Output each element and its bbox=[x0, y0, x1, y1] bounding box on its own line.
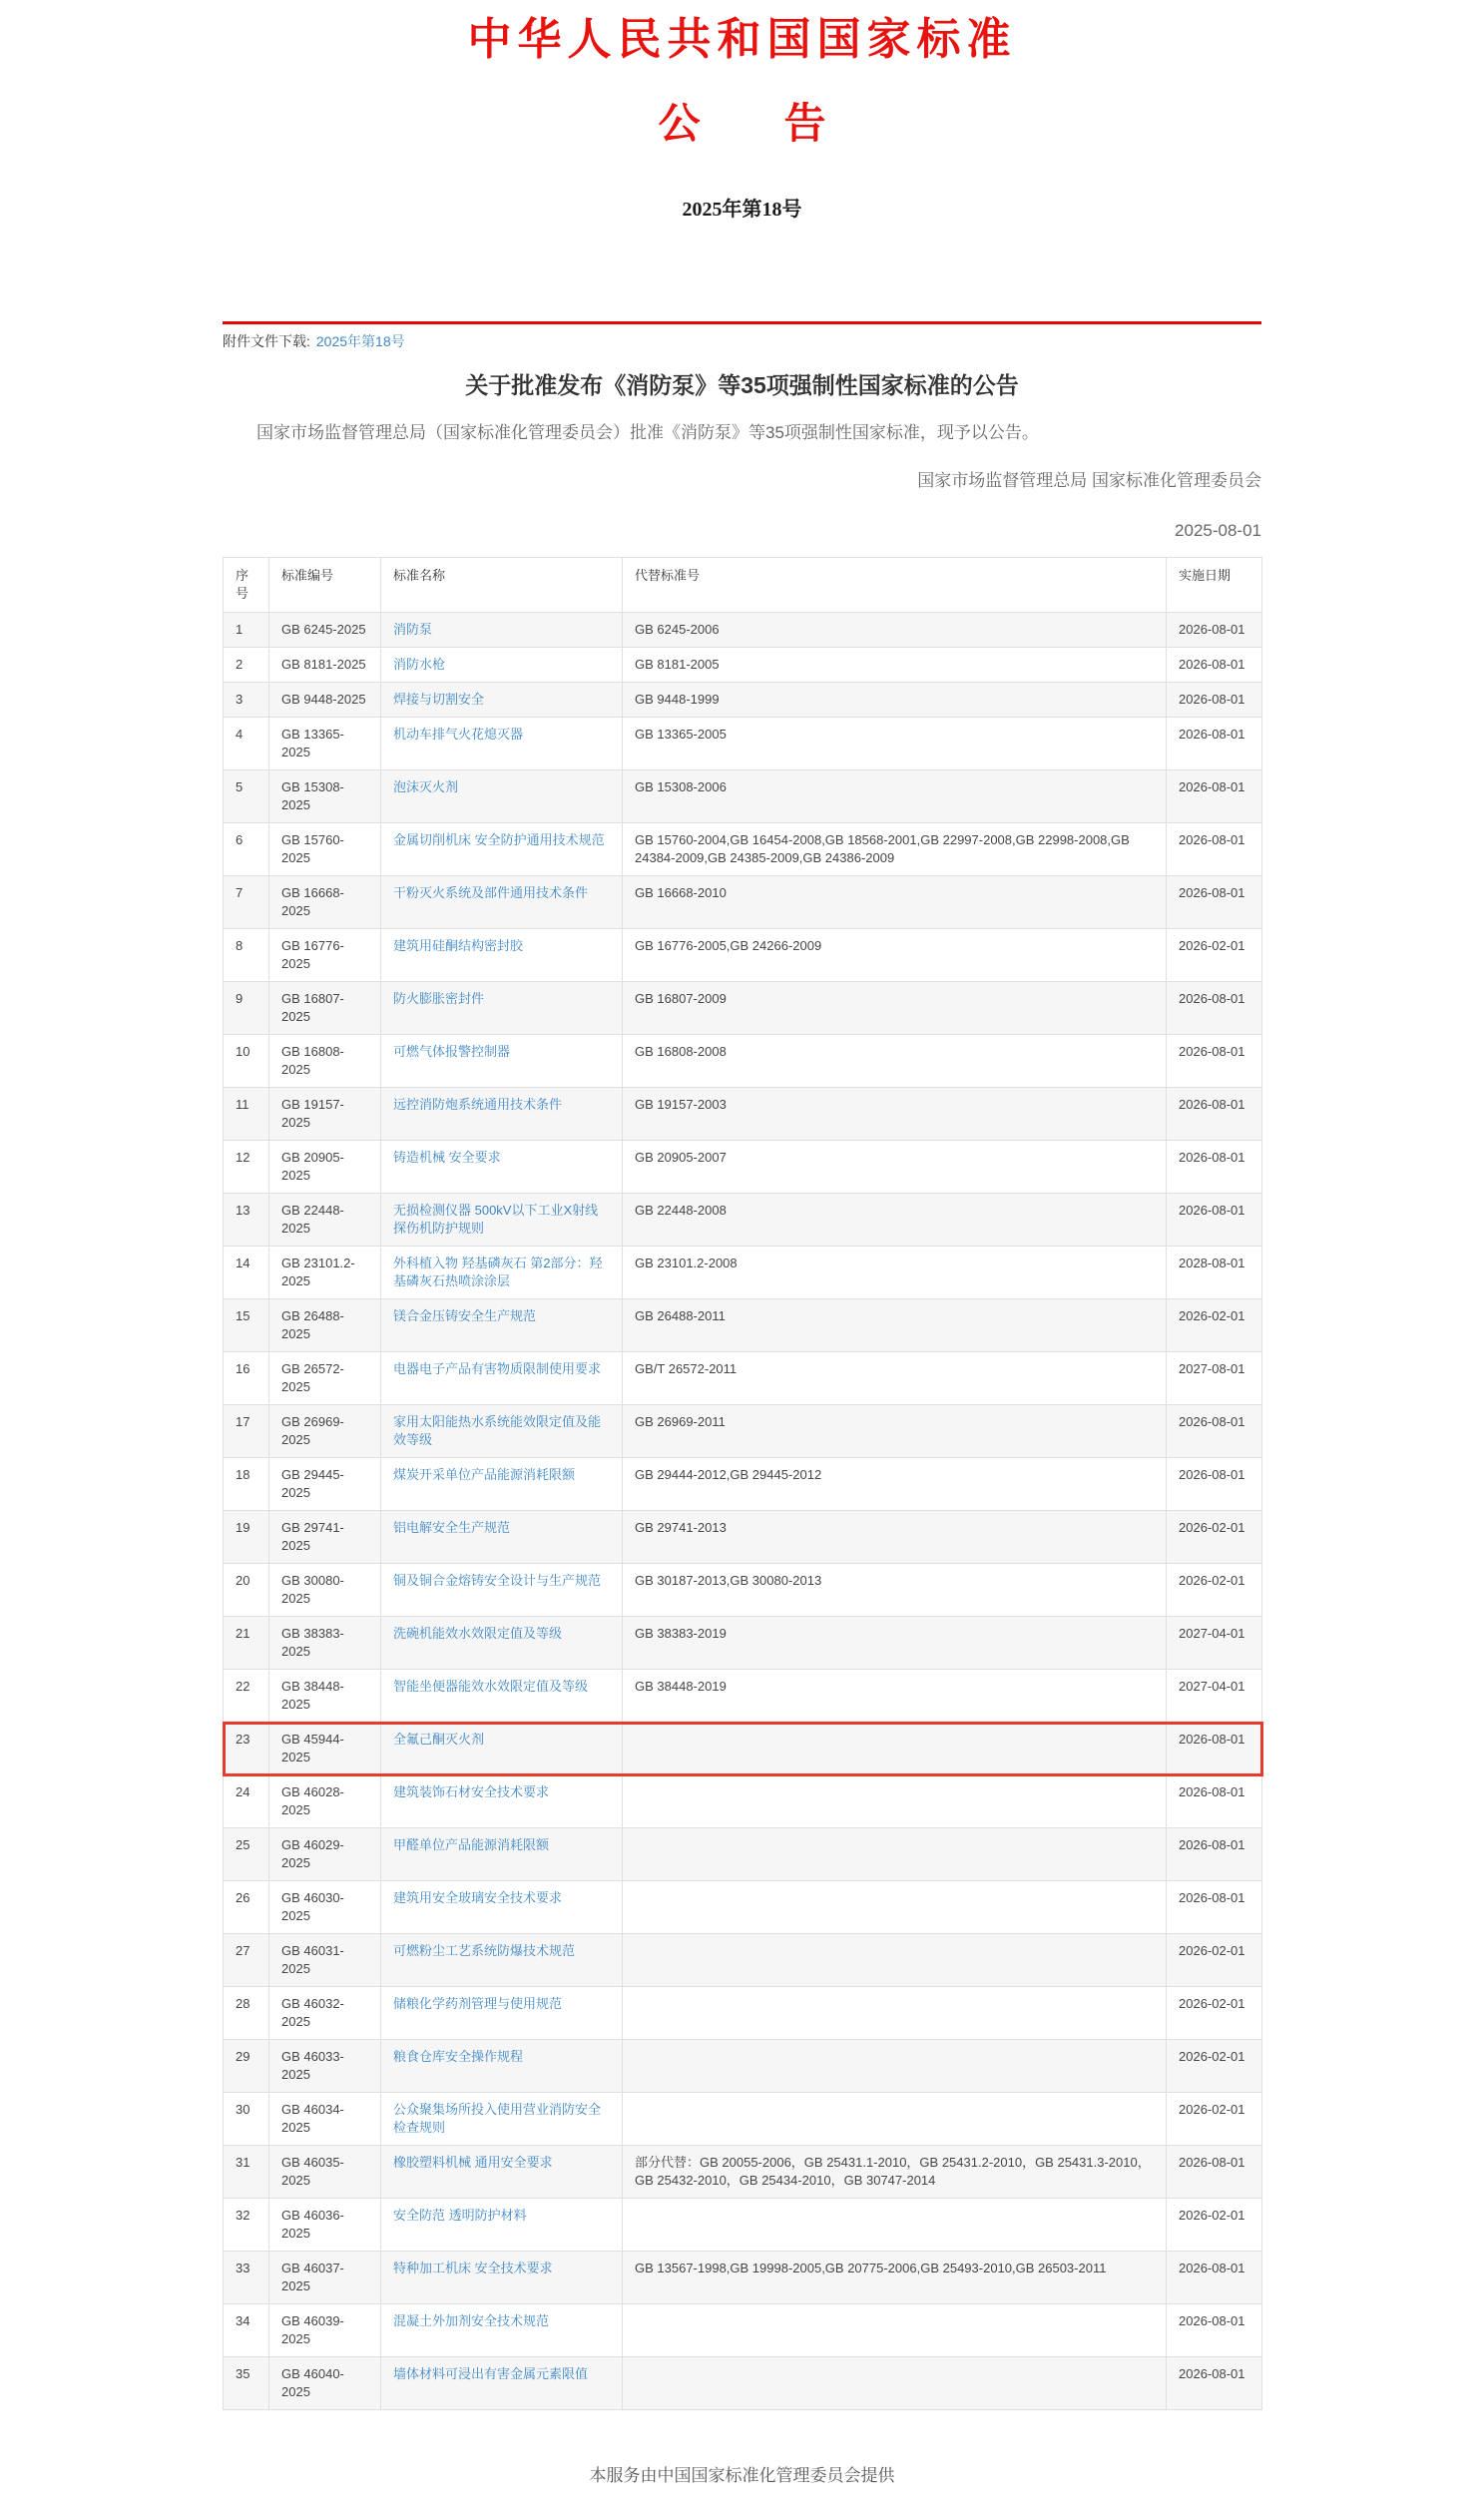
standard-code-cell: GB 22448-2025 bbox=[269, 1194, 381, 1247]
standard-replaces-cell bbox=[623, 2093, 1167, 2146]
standard-name-cell bbox=[381, 1194, 623, 1247]
standard-replaces-cell: 部分代替：GB 20055-2006，GB 25431.1-2010，GB 25431.2-2010，GB 25431.3-2010，GB 25432-2010，GB 25434-2010，GB 30747-2014 bbox=[623, 2146, 1167, 2199]
issue-number: 2025年第18号 bbox=[682, 199, 802, 221]
standard-no-cell: 20 bbox=[224, 1564, 269, 1617]
standard-date-cell: 2026-08-01 bbox=[1167, 1194, 1262, 1247]
table-row bbox=[224, 1088, 1262, 1141]
standard-code-cell: GB 46031-2025 bbox=[269, 1934, 381, 1987]
standard-no-cell: 33 bbox=[224, 2252, 269, 2304]
notice-date: 2025-08-01 bbox=[1175, 521, 1261, 540]
standard-replaces-cell: GB 38448-2019 bbox=[623, 1670, 1167, 1723]
standard-date-cell: 2028-08-01 bbox=[1167, 1247, 1262, 1299]
standard-date-cell: 2026-08-01 bbox=[1167, 2357, 1262, 2410]
header-code: 标准编号 bbox=[269, 558, 381, 613]
standard-code-cell: GB 46036-2025 bbox=[269, 2199, 381, 2252]
standard-no-cell: 13 bbox=[224, 1194, 269, 1247]
table-row bbox=[224, 1352, 1262, 1405]
standard-date-cell: 2026-02-01 bbox=[1167, 929, 1262, 982]
standard-no-cell: 28 bbox=[224, 1987, 269, 2040]
standard-name-link[interactable]: 金属切削机床 安全防护通用技术规范 bbox=[393, 832, 605, 847]
standard-date-cell: 2027-04-01 bbox=[1167, 1670, 1262, 1723]
table-row bbox=[224, 1194, 1262, 1247]
standard-no-cell: 24 bbox=[224, 1775, 269, 1828]
standard-code-cell: GB 16668-2025 bbox=[269, 876, 381, 929]
standard-replaces-cell: GB 26969-2011 bbox=[623, 1405, 1167, 1458]
standard-replaces-cell: GB 38383-2019 bbox=[623, 1617, 1167, 1670]
standard-name-cell bbox=[381, 1564, 623, 1617]
standard-date-cell: 2026-08-01 bbox=[1167, 2304, 1262, 2357]
standard-no-cell: 32 bbox=[224, 2199, 269, 2252]
standard-no-cell: 14 bbox=[224, 1247, 269, 1299]
standard-code-cell: GB 38383-2025 bbox=[269, 1617, 381, 1670]
standard-name-link[interactable]: 可燃气体报警控制器 bbox=[393, 1044, 511, 1059]
standard-code-cell: GB 46030-2025 bbox=[269, 1881, 381, 1934]
standard-name-cell bbox=[381, 2199, 623, 2252]
standard-code-cell: GB 46039-2025 bbox=[269, 2304, 381, 2357]
standard-replaces-cell bbox=[623, 2040, 1167, 2093]
standard-no-cell: 21 bbox=[224, 1617, 269, 1670]
standard-replaces-cell: GB 22448-2008 bbox=[623, 1194, 1167, 1247]
standard-date-cell: 2026-08-01 bbox=[1167, 770, 1262, 823]
standard-replaces-cell bbox=[623, 1881, 1167, 1934]
standard-no-cell: 16 bbox=[224, 1352, 269, 1405]
standard-code-cell: GB 13365-2025 bbox=[269, 718, 381, 770]
standard-name-link[interactable]: 家用太阳能热水系统能效限定值及能效等级 bbox=[393, 1414, 602, 1447]
standard-code-cell: GB 46029-2025 bbox=[269, 1828, 381, 1881]
table-row bbox=[224, 1775, 1262, 1828]
standard-no-cell: 17 bbox=[224, 1405, 269, 1458]
standard-no-cell: 26 bbox=[224, 1881, 269, 1934]
red-divider bbox=[223, 321, 1261, 324]
standard-no-cell: 11 bbox=[224, 1088, 269, 1141]
table-row bbox=[224, 1035, 1262, 1088]
standard-replaces-cell: GB 23101.2-2008 bbox=[623, 1247, 1167, 1299]
standard-name-cell bbox=[381, 1828, 623, 1881]
table-row bbox=[224, 648, 1262, 683]
standard-code-cell: GB 29741-2025 bbox=[269, 1511, 381, 1564]
standard-date-cell: 2026-02-01 bbox=[1167, 1299, 1262, 1352]
standard-replaces-cell: GB 16776-2005,GB 24266-2009 bbox=[623, 929, 1167, 982]
standard-date-cell: 2026-02-01 bbox=[1167, 1934, 1262, 1987]
standard-replaces-cell bbox=[623, 2357, 1167, 2410]
standard-date-cell: 2026-02-01 bbox=[1167, 2093, 1262, 2146]
standard-date-cell: 2026-08-01 bbox=[1167, 2146, 1262, 2199]
table-row bbox=[224, 770, 1262, 823]
standard-replaces-cell: GB 29444-2012,GB 29445-2012 bbox=[623, 1458, 1167, 1511]
standard-replaces-cell: GB 8181-2005 bbox=[623, 648, 1167, 683]
standard-name-link[interactable]: 干粉灭火系统及部件通用技术条件 bbox=[393, 885, 589, 900]
standard-no-cell: 19 bbox=[224, 1511, 269, 1564]
standard-no-cell: 15 bbox=[224, 1299, 269, 1352]
standard-name-link[interactable]: 无损检测仪器 500kV以下工业X射线探伤机防护规则 bbox=[393, 1203, 599, 1236]
standard-name-cell bbox=[381, 929, 623, 982]
standard-no-cell: 9 bbox=[224, 982, 269, 1035]
table-row bbox=[224, 2040, 1262, 2093]
header-replaces: 代替标准号 bbox=[623, 558, 1167, 613]
standard-date-cell: 2026-08-01 bbox=[1167, 683, 1262, 718]
standard-no-cell: 27 bbox=[224, 1934, 269, 1987]
standard-date-cell: 2026-08-01 bbox=[1167, 718, 1262, 770]
standard-replaces-cell bbox=[623, 1828, 1167, 1881]
notice-title: 关于批准发布《消防泵》等35项强制性国家标准的公告 bbox=[465, 372, 1019, 398]
standard-date-cell: 2026-08-01 bbox=[1167, 1035, 1262, 1088]
table-row bbox=[224, 683, 1262, 718]
standard-name-cell bbox=[381, 1247, 623, 1299]
standard-replaces-cell: GB 16668-2010 bbox=[623, 876, 1167, 929]
table-row bbox=[224, 1987, 1262, 2040]
standard-date-cell: 2026-02-01 bbox=[1167, 1511, 1262, 1564]
standard-name-link[interactable]: 甲醛单位产品能源消耗限额 bbox=[393, 1837, 550, 1852]
standard-replaces-cell bbox=[623, 2304, 1167, 2357]
standard-no-cell: 2 bbox=[224, 648, 269, 683]
standard-date-cell: 2026-08-01 bbox=[1167, 1775, 1262, 1828]
standard-date-cell: 2026-08-01 bbox=[1167, 1141, 1262, 1194]
standard-name-cell bbox=[381, 770, 623, 823]
standard-date-cell: 2026-08-01 bbox=[1167, 1458, 1262, 1511]
standard-name-link[interactable]: 防火膨胀密封件 bbox=[393, 991, 485, 1006]
standard-replaces-cell: GB 29741-2013 bbox=[623, 1511, 1167, 1564]
standard-no-cell: 34 bbox=[224, 2304, 269, 2357]
standard-code-cell: GB 15760-2025 bbox=[269, 823, 381, 876]
standard-name-link[interactable]: 混凝土外加剂安全技术规范 bbox=[393, 2313, 550, 2328]
table-row bbox=[224, 1511, 1262, 1564]
standard-date-cell: 2026-08-01 bbox=[1167, 823, 1262, 876]
standard-replaces-cell bbox=[623, 2199, 1167, 2252]
table-row bbox=[224, 2304, 1262, 2357]
standard-replaces-cell: GB/T 26572-2011 bbox=[623, 1352, 1167, 1405]
standard-name-cell bbox=[381, 2040, 623, 2093]
table-row bbox=[224, 982, 1262, 1035]
standard-no-cell: 8 bbox=[224, 929, 269, 982]
standard-name-link[interactable]: 公众聚集场所投入使用营业消防安全检查规则 bbox=[393, 2102, 602, 2135]
standard-name-link[interactable]: 全氟己酮灭火剂 bbox=[393, 1732, 485, 1747]
standard-code-cell: GB 30080-2025 bbox=[269, 1564, 381, 1617]
standard-name-link[interactable]: 建筑用硅酮结构密封胶 bbox=[393, 938, 524, 953]
standard-date-cell: 2026-08-01 bbox=[1167, 876, 1262, 929]
standard-code-cell: GB 9448-2025 bbox=[269, 683, 381, 718]
standard-code-cell: GB 15308-2025 bbox=[269, 770, 381, 823]
standard-replaces-cell bbox=[623, 1775, 1167, 1828]
standard-no-cell: 29 bbox=[224, 2040, 269, 2093]
standard-replaces-cell bbox=[623, 1987, 1167, 2040]
table-row bbox=[224, 1405, 1262, 1458]
standard-replaces-cell: GB 16808-2008 bbox=[623, 1035, 1167, 1088]
standard-no-cell: 4 bbox=[224, 718, 269, 770]
standard-name-cell bbox=[381, 1881, 623, 1934]
standard-no-cell: 25 bbox=[224, 1828, 269, 1881]
standard-replaces-cell: GB 20905-2007 bbox=[623, 1141, 1167, 1194]
table-row bbox=[224, 1564, 1262, 1617]
standard-replaces-cell: GB 19157-2003 bbox=[623, 1088, 1167, 1141]
standard-date-cell: 2027-08-01 bbox=[1167, 1352, 1262, 1405]
standard-code-cell: GB 46035-2025 bbox=[269, 2146, 381, 2199]
standard-code-cell: GB 46037-2025 bbox=[269, 2252, 381, 2304]
standard-name-cell bbox=[381, 1088, 623, 1141]
standard-name-cell bbox=[381, 613, 623, 648]
table-row bbox=[224, 1617, 1262, 1670]
standard-name-cell bbox=[381, 2093, 623, 2146]
standard-replaces-cell: GB 26488-2011 bbox=[623, 1299, 1167, 1352]
standard-no-cell: 1 bbox=[224, 613, 269, 648]
standard-code-cell: GB 26488-2025 bbox=[269, 1299, 381, 1352]
standard-code-cell: GB 16776-2025 bbox=[269, 929, 381, 982]
standard-no-cell: 12 bbox=[224, 1141, 269, 1194]
standard-name-link[interactable]: 外科植入物 羟基磷灰石 第2部分：羟基磷灰石热喷涂涂层 bbox=[393, 1256, 603, 1288]
standard-code-cell: GB 46032-2025 bbox=[269, 1987, 381, 2040]
standard-replaces-cell: GB 13567-1998,GB 19998-2005,GB 20775-2006,GB 25493-2010,GB 26503-2011 bbox=[623, 2252, 1167, 2304]
standard-name-cell bbox=[381, 2304, 623, 2357]
standard-replaces-cell: GB 15760-2004,GB 16454-2008,GB 18568-2001,GB 22997-2008,GB 22998-2008,GB 24384-2009,GB 24385-2009,GB 24386-2009 bbox=[623, 823, 1167, 876]
notice-body: 国家市场监督管理总局（国家标准化管理委员会）批准《消防泵》等35项强制性国家标准，现予以公告。 bbox=[256, 423, 1039, 442]
standard-no-cell: 7 bbox=[224, 876, 269, 929]
standard-name-cell bbox=[381, 648, 623, 683]
table-row bbox=[224, 1141, 1262, 1194]
standard-name-link[interactable]: 泡沫灭火剂 bbox=[393, 779, 459, 794]
standard-code-cell: GB 6245-2025 bbox=[269, 613, 381, 648]
standard-name-cell bbox=[381, 1775, 623, 1828]
page-content bbox=[223, 16, 1261, 2488]
standard-code-cell: GB 46040-2025 bbox=[269, 2357, 381, 2410]
table-row bbox=[224, 1828, 1262, 1881]
standard-code-cell: GB 26572-2025 bbox=[269, 1352, 381, 1405]
standard-code-cell: GB 19157-2025 bbox=[269, 1088, 381, 1141]
standard-date-cell: 2026-08-01 bbox=[1167, 613, 1262, 648]
standard-code-cell: GB 46033-2025 bbox=[269, 2040, 381, 2093]
standard-name-link[interactable]: 智能坐便器能效水效限定值及等级 bbox=[393, 1679, 589, 1694]
standard-date-cell: 2026-02-01 bbox=[1167, 1987, 1262, 2040]
standard-name-cell bbox=[381, 718, 623, 770]
standard-code-cell: GB 16808-2025 bbox=[269, 1035, 381, 1088]
attachment-row bbox=[223, 331, 1261, 351]
table-row bbox=[224, 1299, 1262, 1352]
table-row bbox=[224, 1458, 1262, 1511]
standard-date-cell: 2026-08-01 bbox=[1167, 1881, 1262, 1934]
standard-date-cell: 2027-04-01 bbox=[1167, 1617, 1262, 1670]
table-row bbox=[224, 2199, 1262, 2252]
announcement-word: 公 告 bbox=[658, 102, 826, 148]
header-name: 标准名称 bbox=[381, 558, 623, 613]
standard-date-cell: 2026-08-01 bbox=[1167, 1405, 1262, 1458]
table-row bbox=[224, 1881, 1262, 1934]
standard-name-link[interactable]: 建筑装饰石材安全技术要求 bbox=[393, 1784, 550, 1799]
page-title: 中华人民共和国国家标准 bbox=[467, 15, 1017, 64]
standard-replaces-cell: GB 6245-2006 bbox=[623, 613, 1167, 648]
standard-name-link[interactable]: 洗碗机能效水效限定值及等级 bbox=[393, 1626, 563, 1641]
standard-name-link[interactable]: 粮食仓库安全操作规程 bbox=[393, 2049, 524, 2064]
standard-name-link[interactable]: 机动车排气火花熄灭器 bbox=[393, 727, 524, 742]
standard-code-cell: GB 8181-2025 bbox=[269, 648, 381, 683]
standard-name-link[interactable]: 远控消防炮系统通用技术条件 bbox=[393, 1097, 563, 1112]
standard-date-cell: 2026-08-01 bbox=[1167, 1723, 1262, 1775]
standard-no-cell: 23 bbox=[224, 1723, 269, 1775]
standard-code-cell: GB 26969-2025 bbox=[269, 1405, 381, 1458]
standard-code-cell: GB 23101.2-2025 bbox=[269, 1247, 381, 1299]
standard-name-cell bbox=[381, 1511, 623, 1564]
standard-name-link[interactable]: 消防水枪 bbox=[393, 657, 446, 672]
page-footer: 本服务由中国国家标准化管理委员会提供 bbox=[589, 2466, 895, 2485]
standard-name-cell bbox=[381, 1141, 623, 1194]
standard-name-cell bbox=[381, 876, 623, 929]
header-no: 序号 bbox=[224, 558, 269, 613]
standard-name-link[interactable]: 消防泵 bbox=[393, 622, 433, 637]
standard-date-cell: 2026-08-01 bbox=[1167, 1828, 1262, 1881]
standard-no-cell: 30 bbox=[224, 2093, 269, 2146]
standard-name-link[interactable]: 橡胶塑料机械 通用安全要求 bbox=[393, 2155, 553, 2170]
standard-no-cell: 10 bbox=[224, 1035, 269, 1088]
standard-replaces-cell: GB 15308-2006 bbox=[623, 770, 1167, 823]
standard-name-link[interactable]: 镁合金压铸安全生产规范 bbox=[393, 1308, 537, 1323]
standard-name-link[interactable]: 焊接与切割安全 bbox=[393, 692, 485, 707]
standard-name-link[interactable]: 煤炭开采单位产品能源消耗限额 bbox=[393, 1467, 576, 1482]
standard-name-link[interactable]: 铝电解安全生产规范 bbox=[393, 1520, 511, 1535]
standard-replaces-cell: GB 16807-2009 bbox=[623, 982, 1167, 1035]
standard-code-cell: GB 38448-2025 bbox=[269, 1670, 381, 1723]
standard-date-cell: 2026-02-01 bbox=[1167, 2040, 1262, 2093]
table-row bbox=[224, 2252, 1262, 2304]
table-row bbox=[224, 2357, 1262, 2410]
standard-no-cell: 5 bbox=[224, 770, 269, 823]
standard-replaces-cell bbox=[623, 1723, 1167, 1775]
table-row bbox=[224, 2146, 1262, 2199]
standard-name-cell bbox=[381, 2146, 623, 2199]
standard-name-cell bbox=[381, 823, 623, 876]
standard-code-cell: GB 20905-2025 bbox=[269, 1141, 381, 1194]
standard-name-link[interactable]: 安全防范 透明防护材料 bbox=[393, 2208, 527, 2223]
header-row bbox=[224, 558, 1262, 613]
standard-name-cell bbox=[381, 982, 623, 1035]
standard-name-link[interactable]: 可燃粉尘工艺系统防爆技术规范 bbox=[393, 1943, 576, 1958]
standard-name-link[interactable]: 特种加工机床 安全技术要求 bbox=[393, 2261, 553, 2275]
standard-name-cell bbox=[381, 683, 623, 718]
standard-name-link[interactable]: 墙体材料可浸出有害金属元素限值 bbox=[393, 2366, 589, 2381]
table-row bbox=[224, 929, 1262, 982]
standard-name-cell bbox=[381, 1987, 623, 2040]
standard-name-link[interactable]: 电器电子产品有害物质限制使用要求 bbox=[393, 1361, 602, 1376]
standard-name-cell bbox=[381, 1723, 623, 1775]
standard-date-cell: 2026-02-01 bbox=[1167, 1564, 1262, 1617]
standard-name-cell bbox=[381, 2357, 623, 2410]
standard-no-cell: 31 bbox=[224, 2146, 269, 2199]
standards-table bbox=[223, 557, 1262, 2410]
standard-date-cell: 2026-02-01 bbox=[1167, 2199, 1262, 2252]
table-row bbox=[224, 876, 1262, 929]
standard-code-cell: GB 45944-2025 bbox=[269, 1723, 381, 1775]
standards-table-body bbox=[224, 613, 1262, 2410]
standard-date-cell: 2026-08-01 bbox=[1167, 2252, 1262, 2304]
standards-table-header bbox=[224, 558, 1262, 613]
standard-name-link[interactable]: 铜及铜合金熔铸安全设计与生产规范 bbox=[393, 1573, 602, 1588]
standard-replaces-cell: GB 30187-2013,GB 30080-2013 bbox=[623, 1564, 1167, 1617]
standard-name-cell bbox=[381, 1670, 623, 1723]
standard-no-cell: 18 bbox=[224, 1458, 269, 1511]
standard-date-cell: 2026-08-01 bbox=[1167, 1088, 1262, 1141]
standard-no-cell: 6 bbox=[224, 823, 269, 876]
attachment-download-link[interactable]: 2025年第18号 bbox=[315, 333, 405, 349]
attachment-label: 附件文件下载: bbox=[223, 333, 310, 349]
standard-no-cell: 22 bbox=[224, 1670, 269, 1723]
table-row bbox=[224, 1247, 1262, 1299]
table-row bbox=[224, 718, 1262, 770]
standard-replaces-cell: GB 13365-2005 bbox=[623, 718, 1167, 770]
standard-date-cell: 2026-08-01 bbox=[1167, 648, 1262, 683]
standard-code-cell: GB 16807-2025 bbox=[269, 982, 381, 1035]
table-row bbox=[224, 823, 1262, 876]
table-row bbox=[224, 613, 1262, 648]
standard-code-cell: GB 46028-2025 bbox=[269, 1775, 381, 1828]
table-row bbox=[224, 1670, 1262, 1723]
notice-issuer: 国家市场监督管理总局 国家标准化管理委员会 bbox=[917, 471, 1261, 490]
table-row bbox=[224, 2093, 1262, 2146]
standard-date-cell: 2026-08-01 bbox=[1167, 982, 1262, 1035]
standard-no-cell: 35 bbox=[224, 2357, 269, 2410]
standard-name-cell bbox=[381, 2252, 623, 2304]
standard-name-cell bbox=[381, 1299, 623, 1352]
standard-no-cell: 3 bbox=[224, 683, 269, 718]
standard-code-cell: GB 46034-2025 bbox=[269, 2093, 381, 2146]
standard-name-link[interactable]: 储粮化学药剂管理与使用规范 bbox=[393, 1996, 563, 2011]
standard-name-cell bbox=[381, 1617, 623, 1670]
header-date: 实施日期 bbox=[1167, 558, 1262, 613]
standard-name-cell bbox=[381, 1035, 623, 1088]
standard-replaces-cell: GB 9448-1999 bbox=[623, 683, 1167, 718]
standard-name-cell bbox=[381, 1352, 623, 1405]
highlighted-table-row bbox=[224, 1723, 1262, 1775]
standard-name-cell bbox=[381, 1458, 623, 1511]
standard-name-link[interactable]: 建筑用安全玻璃安全技术要求 bbox=[393, 1890, 563, 1905]
standard-code-cell: GB 29445-2025 bbox=[269, 1458, 381, 1511]
standard-name-link[interactable]: 铸造机械 安全要求 bbox=[393, 1150, 501, 1165]
standard-name-cell bbox=[381, 1405, 623, 1458]
